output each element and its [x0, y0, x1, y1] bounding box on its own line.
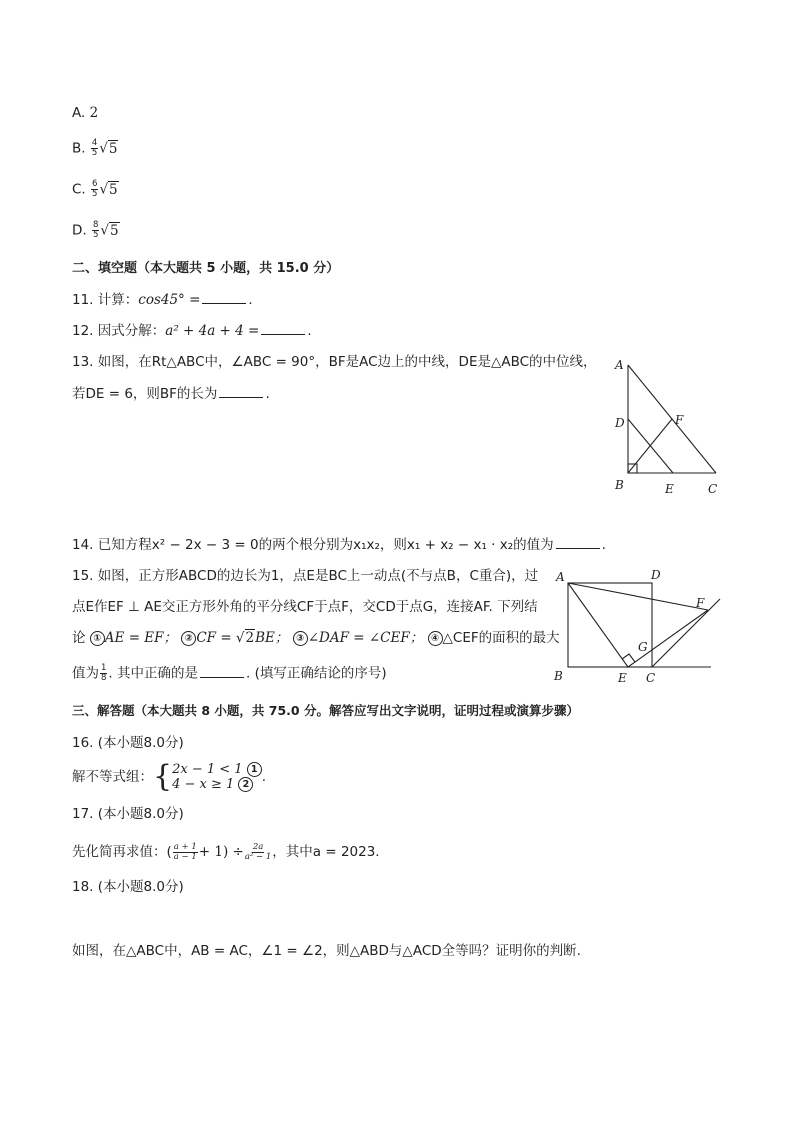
question-18-header: 18. (本小题8.0分): [72, 879, 184, 895]
question-11: 11. 计算：cos45° = .: [72, 292, 253, 308]
fraction: $\frac{4}{5}$: [91, 138, 98, 158]
section-3-title: 三、解答题（本大题共 8 小题，共 75.0 分。解答应写出文字说明，证明过程或演算步骤）: [72, 703, 579, 718]
circled-number: ①: [90, 631, 105, 646]
question-14: 14. 已知方程x² − 2x − 3 = 0的两个根分别为x₁x₂，则x₁ + x₂ − x₁ · x₂的值为 .: [72, 537, 606, 553]
point-b-label: B: [554, 669, 563, 683]
segment-ae: [568, 583, 628, 667]
point-a-label: A: [615, 358, 624, 372]
point-a-label: A: [556, 570, 565, 584]
answer-blank[interactable]: [556, 536, 600, 549]
question-16-header: 16. (本小题8.0分): [72, 735, 184, 751]
answer-blank[interactable]: [202, 291, 246, 304]
question-13-line-1: 13. 如图，在Rt△ABC中，∠ABC = 90°，BF是AC边上的中线，DE是△ABC的中位线，: [72, 354, 597, 370]
fraction: $\frac{a + 1}{a - 1}$: [173, 841, 197, 862]
question-16-body: 解不等式组：{ 2x − 1 < 1 1 4 − x ≥ 1 2 .: [72, 759, 266, 794]
circled-number: ③: [293, 631, 308, 646]
fraction: $\frac{8}{5}$: [92, 220, 99, 240]
point-c-label: C: [646, 671, 656, 685]
square-abcd: [568, 583, 652, 667]
left-brace: {: [153, 759, 173, 794]
point-e-label: E: [665, 482, 674, 496]
option-a: A. 2: [72, 105, 99, 121]
inequality-system: 2x − 1 < 1 1 4 − x ≥ 1 2: [172, 762, 262, 792]
point-f-label: F: [696, 596, 705, 610]
question-15-line-1: 15. 如图，正方形ABCD的边长为1，点E是BC上一动点(不与点B，C重合)，过: [72, 568, 539, 584]
section-2-title: 二、填空题（本大题共 5 小题，共 15.0 分）: [72, 261, 340, 276]
question-17-header: 17. (本小题8.0分): [72, 806, 184, 822]
segment-af: [568, 583, 708, 610]
point-d-label: D: [651, 568, 661, 582]
question-13-line-2: 若DE = 6，则BF的长为 .: [72, 386, 270, 402]
circled-number: ④: [428, 631, 443, 646]
point-f-label: F: [675, 413, 684, 427]
point-g-label: G: [638, 640, 648, 654]
point-c-label: C: [708, 482, 718, 496]
point-b-label: B: [615, 478, 624, 492]
point-d-label: D: [615, 416, 625, 430]
figure-q15: [548, 565, 723, 690]
question-15-line-4: 值为 $\frac{1}{8}$ . 其中正确的是 . (填写正确结论的序号): [72, 663, 387, 683]
option-c: C. $\frac{6}{5}$ √5: [72, 179, 118, 199]
answer-blank[interactable]: [200, 665, 244, 678]
circled-number: 2: [238, 777, 253, 792]
circled-number: 1: [247, 762, 262, 777]
fraction: $\frac{1}{8}$: [101, 663, 107, 683]
question-18-text: 如图，在△ABC中，AB = AC，∠1 = ∠2，则△ABD与△ACD全等吗？证明你的判断.: [72, 943, 581, 959]
segment-ef: [628, 610, 708, 667]
fraction: $\frac{2a}{\text{a² − 1}}$: [244, 841, 272, 862]
question-12: 12. 因式分解：a² + 4a + 4 = .: [72, 323, 312, 339]
fraction: $\frac{6}{5}$: [92, 179, 98, 199]
square-root: √5: [100, 222, 119, 239]
circled-number: ②: [181, 631, 196, 646]
square-root: √2: [235, 630, 255, 646]
point-e-label: E: [618, 671, 627, 685]
option-b: B. $\frac{4}{5}$ √5: [72, 138, 118, 158]
square-root: √5: [99, 140, 118, 157]
answer-blank[interactable]: [261, 322, 305, 335]
square-root: √5: [99, 181, 118, 198]
answer-blank[interactable]: [219, 385, 263, 398]
bisector-cf: [652, 599, 720, 667]
question-15-line-2: 点E作EF ⊥ AE交正方形外角的平分线CF于点F，交CD于点G，连接AF. 下列结: [72, 599, 538, 615]
option-d: D. $\frac{8}{5}$ √5: [72, 220, 119, 240]
question-15-line-3: 论 ① AE = EF； ② CF = √2BE； ③ ∠DAF = ∠CEF； ④ △CEF的面积的最大: [72, 630, 560, 646]
figure-q13: [605, 355, 735, 500]
question-17-body: 先化简再求值：( $\frac{a + 1}{a - 1}$ + 1) ÷ $\frac{2a}{\text{a² − 1}}$ ，其中a = 2023.: [72, 841, 380, 862]
